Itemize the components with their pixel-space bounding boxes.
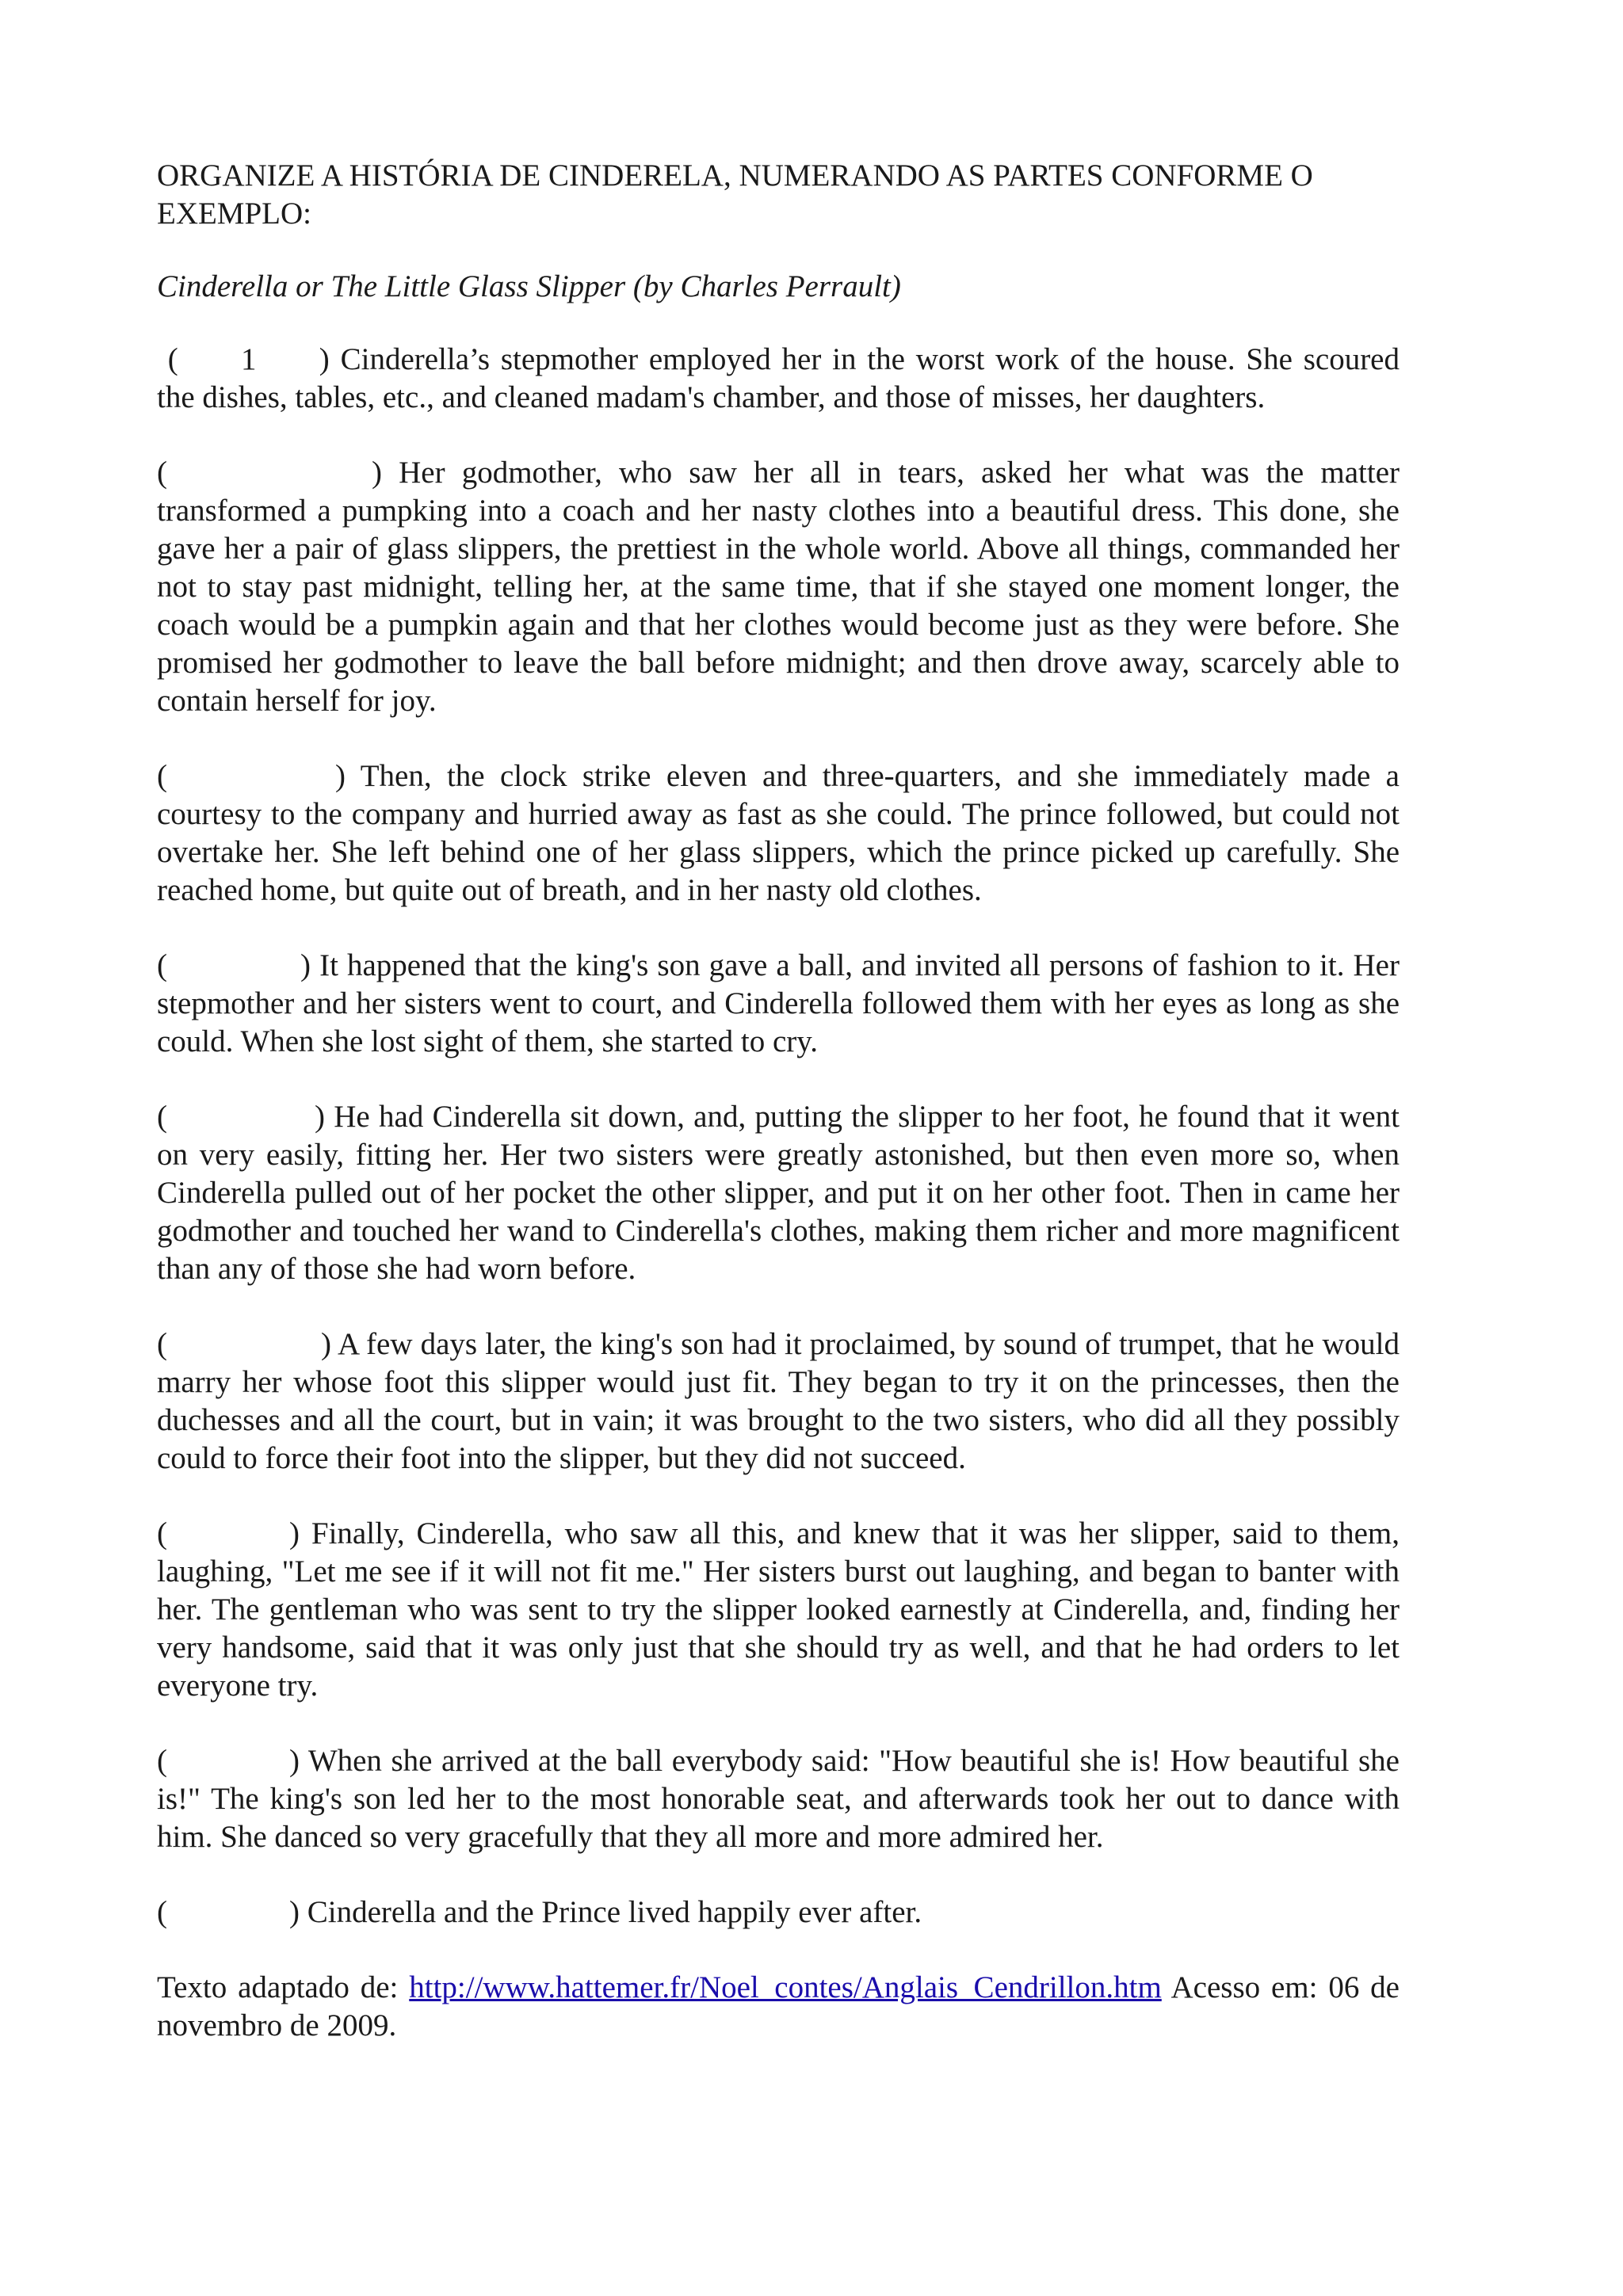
story-part-text: Cinderella and the Prince lived happily ever after. bbox=[307, 1895, 922, 1929]
source-prefix: Texto adaptado de: bbox=[157, 1970, 399, 2004]
story-part-text: Cinderella’s stepmother employed her in the worst work of the house. She scoured the dishes, tables, etc., and cleaned madam's chamber, and those of misses, her daughters. bbox=[157, 342, 1400, 414]
story-part-4: ( ) It happened that the king's son gave a ball, and invited all persons of fashion to it. Her stepmother and her sisters went to court, and Cinderella followed them with her eyes as long as she could. When she lost sight of them, she started to cry. bbox=[157, 948, 1400, 1058]
story-part-6: ( ) A few days later, the king's son had it proclaimed, by sound of trumpet, that he would marry her whose foot this slipper would just fit. They began to try it on the princesses, then the duchesses and all the court, but in vain; it was brought to the two sisters, who did all they possibly could to force their foot into the slipper, but they did not succeed. bbox=[157, 1327, 1400, 1475]
story-part-text: A few days later, the king's son had it proclaimed, by sound of trumpet, that he would marry her whose foot this slipper would just fit. They began to try it on the princesses, then the duchesses and all the court, but in vain; it was brought to the two sisters, who did all they possibly could to force their foot into the slipper, but they did not succeed. bbox=[157, 1327, 1400, 1475]
document-page bbox=[157, 157, 1400, 2045]
answer-blank-1[interactable]: 1 bbox=[241, 342, 257, 376]
story-part-text: Her godmother, who saw her all in tears, asked her what was the matter transformed a pumpking into a coach and her nasty clothes into a beautiful dress. This done, she gave her a pair of glass slippers, the prettiest in the whole world. Above all things, commanded her not to stay past midnight, telling her, at the same time, that if she stayed one moment longer, the coach would be a pumpkin again and that her clothes would become just as they were before. She promised her godmother to leave the ball before midnight; and then drove away, scarcely able to contain herself for joy. bbox=[157, 456, 1400, 718]
story-part-text: It happened that the king's son gave a ball, and invited all persons of fashion to it. Her stepmother and her sisters went to court, and Cinderella followed them with her eyes as long as she could. When she lost sight of them, she started to cry. bbox=[157, 948, 1400, 1058]
story-part-9: ( ) Cinderella and the Prince lived happily ever after. bbox=[157, 1895, 922, 1929]
story-part-7: ( ) Finally, Cinderella, who saw all this, and knew that it was her slipper, said to them, laughing, "Let me see if it will not fit me." Her sisters burst out laughing, and began to banter with her. The gentleman who was sent to try the slipper looked earnestly at Cinderella, and, finding her very handsome, said that it was only just that she should try as well, and that he had orders to let everyone try. bbox=[157, 1516, 1400, 1703]
story-part-text: Finally, Cinderella, who saw all this, and knew that it was her slipper, said to them, laughing, "Let me see if it will not fit me." Her sisters burst out laughing, and began to banter with her. The gentleman who was sent to try the slipper looked earnestly at Cinderella, and, finding her very handsome, said that it was only just that she should try as well, and that he had orders to let everyone try. bbox=[157, 1516, 1400, 1703]
story-part-text: When she arrived at the ball everybody said: "How beautiful she is! How beautiful she is!" The king's son led her to the most honorable seat, and afterwards took her out to dance with him. She danced so very gracefully that they all more and more admired her. bbox=[157, 1744, 1400, 1854]
page-title: ORGANIZE A HISTÓRIA DE CINDERELA, NUMERANDO AS PARTES CONFORME O EXEMPLO: bbox=[157, 158, 1313, 231]
story-part-8: ( ) When she arrived at the ball everybody said: "How beautiful she is! How beautiful she is!" The king's son led her to the most honorable seat, and afterwards took her out to dance with him. She danced so very gracefully that they all more and more admired her. bbox=[157, 1744, 1400, 1854]
story-part-text: He had Cinderella sit down, and, putting the slipper to her foot, he found that it went on very easily, fitting her. Her two sisters were greatly astonished, but then even more so, when Cinderella pulled out of her pocket the other slipper, and put it on her other foot. Then in came her godmother and touched her wand to Cinderella's clothes, making them richer and more magnificent than any of those she had worn before. bbox=[157, 1100, 1400, 1286]
source-suffix: Acesso em: 06 de novembro de 2009. bbox=[157, 1970, 1400, 2042]
source-link[interactable]: http://www.hattemer.fr/Noel_contes/Anglais_Cendrillon.htm bbox=[409, 1970, 1162, 2004]
story-part-text: Then, the clock strike eleven and three-quarters, and she immediately made a courtesy to the company and hurried away as fast as she could. The prince followed, but could not overtake her. She left behind one of her glass slippers, which the prince picked up carefully. She reached home, but quite out of breath, and in her nasty old clothes. bbox=[157, 759, 1400, 907]
story-part-3: ( ) Then, the clock strike eleven and three-quarters, and she immediately made a courtesy to the company and hurried away as fast as she could. The prince followed, but could not overtake her. She left behind one of her glass slippers, which the prince picked up carefully. She reached home, but quite out of breath, and in her nasty old clothes. bbox=[157, 759, 1400, 907]
story-part-5: ( ) He had Cinderella sit down, and, putting the slipper to her foot, he found that it went on very easily, fitting her. Her two sisters were greatly astonished, but then even more so, when Cinderella pulled out of her pocket the other slipper, and put it on her other foot. Then in came her godmother and touched her wand to Cinderella's clothes, making them richer and more magnificent than any of those she had worn before. bbox=[157, 1100, 1400, 1286]
story-part-1: ( 1 ) Cinderella’s stepmother employed her in the worst work of the house. She scoured the dishes, tables, etc., and cleaned madam's chamber, and those of misses, her daughters. bbox=[157, 342, 1400, 414]
story-part-2: ( ) Her godmother, who saw her all in tears, asked her what was the matter transformed a pumpking into a coach and her nasty clothes into a beautiful dress. This done, she gave her a pair of glass slippers, the prettiest in the whole world. Above all things, commanded her not to stay past midnight, telling her, at the same time, that if she stayed one moment longer, the coach would be a pumpkin again and that her clothes would become just as they were before. She promised her godmother to leave the ball before midnight; and then drove away, scarcely able to contain herself for joy. bbox=[157, 456, 1400, 718]
story-subtitle: Cinderella or The Little Glass Slipper (by Charles Perrault) bbox=[157, 269, 901, 303]
source-citation bbox=[157, 1969, 1400, 2045]
